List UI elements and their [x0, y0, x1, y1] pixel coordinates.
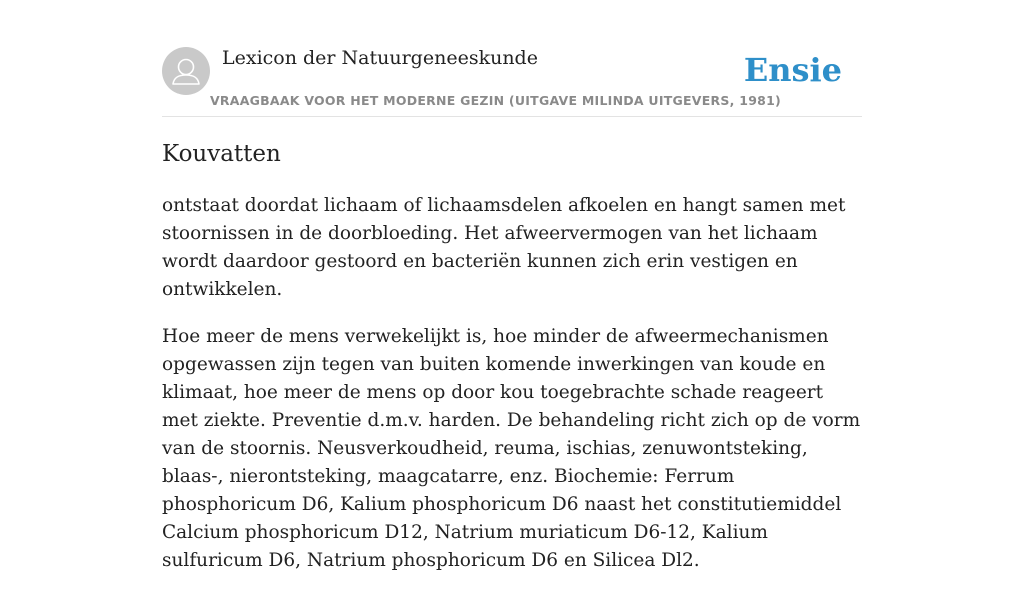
book-title[interactable]: Lexicon der Natuurgeneeskunde [222, 47, 538, 69]
article-paragraph: Hoe meer de mens verwekelijkt is, hoe minder de afweermechanismen opgewassen zijn tegen van buiten komende inwerkingen van koude en klimaat, hoe meer de mens op door kou toegebrachte schade reageert met ziekte. Preventie d.m.v. harden. De behandeling richt zich op de vorm van de stoornis. Neusverkoudheid, reuma, ischias, zenuwontsteking, blaas-, nierontsteking, maagcatarre, enz. Biochemie: Ferrum phosphoricum D6, Kalium phosphoricum D6 naast het constitutiemiddel Calcium phosphoricum D12, Natrium muriaticum D6-12, Kalium sulfuricum D6, Natrium phosphoricum D6 en Silicea Dl2. [162, 326, 861, 571]
book-subtitle: VRAAGBAAK VOOR HET MODERNE GEZIN (UITGAVE MILINDA UITGEVERS, 1981) [210, 93, 781, 108]
user-avatar-icon[interactable] [162, 47, 210, 95]
article-title: Kouvatten [162, 141, 281, 167]
brand-logo[interactable]: Ensie [743, 51, 842, 89]
article [162, 138, 862, 594]
article-paragraph: ontstaat doordat lichaam of lichaamsdelen afkoelen en hangt samen met stoornissen in de doorbloeding. Het afweervermogen van het lichaam wordt daardoor gestoord en bacteriën kunnen zich erin vestigen en ontwikkelen. [162, 195, 846, 300]
source-header [162, 46, 862, 117]
